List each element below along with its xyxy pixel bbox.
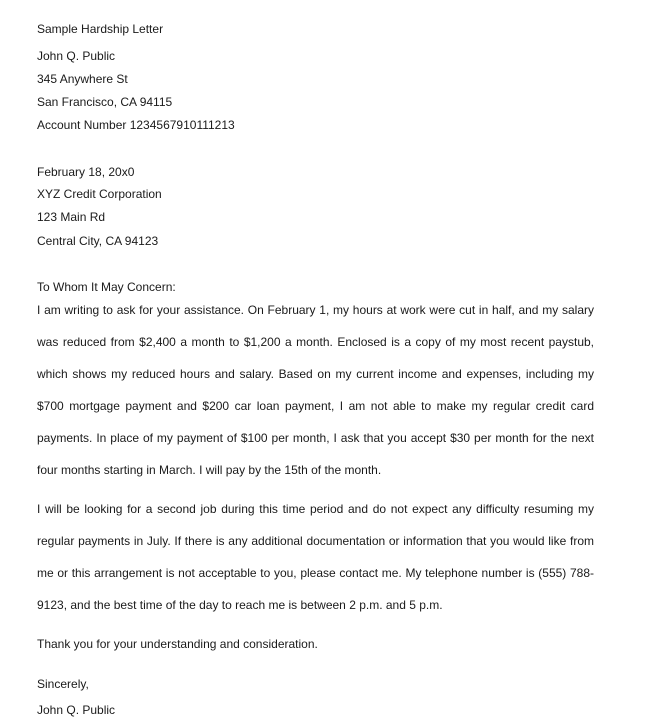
signature-name: John Q. Public [37,703,116,717]
body-paragraph-1: I am writing to ask for your assistance. On February 1, my hours at work were cut in half, and my salary was reduced from $2,400 a month to $1,200 a month. Enclosed is a copy of my most recent paystub, which shows my reduced hours and salary. Based on my current income and expenses, including my $700 mortgage payment and $200 car loan payment, I am not able to make my regular credit card payments. In place of my payment of $100 per month, I ask that you accept $30 per month for the next four months starting in March. I will pay by the 15th of the month. [37,303,594,477]
body-paragraph-2: I will be looking for a second job during this time period and do not expect any difficulty resuming my regular payments in July. If there is any additional documentation or information that you would like from me or this arrangement is not acceptable to you, please contact me. My telephone number is (555) 788-9123, and the best time of the day to reach me is between 2 p.m. and 5 p.m. [37,502,594,612]
body-paragraph-3: Thank you for your understanding and consideration. [37,637,318,651]
letter-date: February 18, 20x0 [37,165,135,179]
recipient-city-state-zip: Central City, CA 94123 [37,234,159,248]
recipient-street: 123 Main Rd [37,210,106,224]
letter-title: Sample Hardship Letter [37,22,164,36]
sender-street: 345 Anywhere St [37,72,128,86]
salutation: To Whom It May Concern: [37,280,176,294]
sender-city-state-zip: San Francisco, CA 94115 [37,95,173,109]
closing: Sincerely, [37,677,89,691]
sender-account-number: Account Number 1234567910111213 [37,118,235,132]
recipient-company: XYZ Credit Corporation [37,187,162,201]
sender-name: John Q. Public [37,49,116,63]
